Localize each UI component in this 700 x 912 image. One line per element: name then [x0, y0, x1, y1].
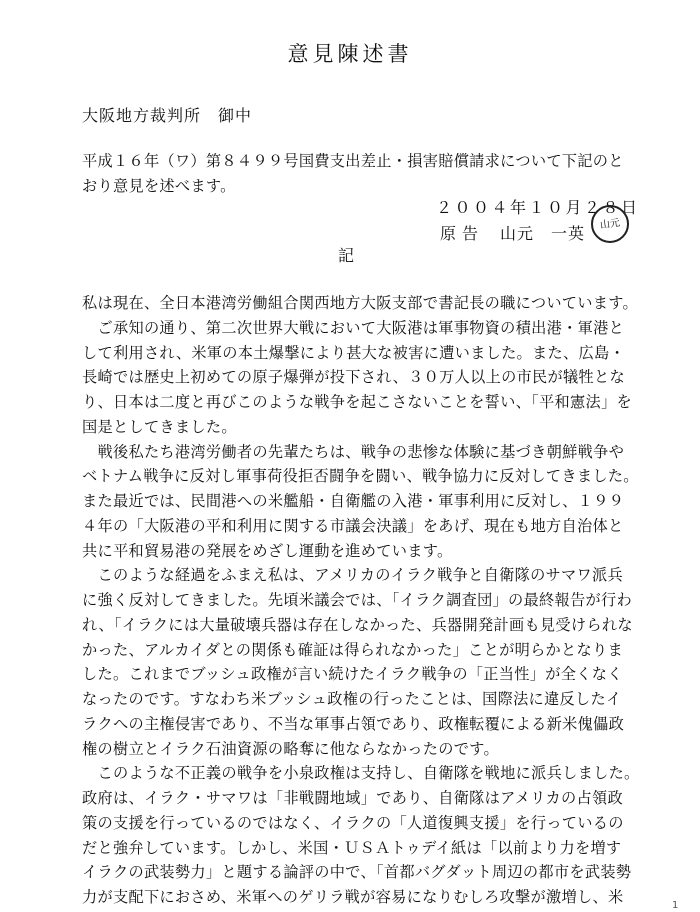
body-line: また最近では、民間港への米艦船・自衛艦の入港・軍事利用に反対し、１９９ — [82, 492, 625, 510]
body-line: ベトナム戦争に反対し軍事荷役拒否闘争を闘い、戦争協力に反対してきました。 — [82, 467, 639, 486]
body-line: 戦後私たち港湾労働者の先輩たちは、戦争の悲惨な体験に基づき朝鮮戦争や — [82, 442, 625, 461]
intro-line: 平成１６年（ワ）第８４９９号国費支出差止・損害賠償請求について下記のと — [82, 152, 624, 170]
seal-text: 山元 — [599, 217, 621, 231]
body-line: 長崎では歴史上初めての原子爆弾が投下され、３０万人以上の市民が犠牲とな — [82, 368, 625, 387]
body-line: かった、アルカイダとの関係も確証は得られなかった」ことが明らかとなりま — [82, 640, 623, 659]
body-line: して利用され、米軍の本土爆撃により甚大な被害に遭いました。また、広島・ — [82, 343, 625, 362]
body-line: このような経過をふまえ私は、アメリカのイラク戦争と自衛隊のサマワ派兵 — [82, 566, 623, 585]
intro-line: おり意見を述べます。 — [82, 177, 236, 195]
body-line: 共に平和貿易港の発展をめざし運動を進めています。 — [82, 541, 453, 560]
plaintiff-name: 山元 一英 — [500, 224, 586, 243]
ki-heading: 記 — [338, 246, 355, 265]
personal-seal — [591, 205, 629, 243]
body-line: れ、「イラクには大量破壊兵器は存在しなかった、兵器開発計画も見受けられな — [82, 615, 633, 634]
plaintiff-signature — [440, 221, 585, 244]
body-line: した。これまでブッシュ政権が言い続けたイラク戦争の「正当性」が全くなく — [82, 665, 623, 684]
body-line: に強く反対してきました。先頃米議会では、「イラク調査団」の最終報告が行わ — [82, 591, 632, 609]
body-line: なったのです。すなわち米ブッシュ政権の行ったことは、国際法に違反したイ — [82, 690, 622, 708]
document-title: 意見陳述書 — [287, 42, 413, 66]
body-line: 政府は、イラク・サマワは「非戦闘地域」であり、自衛隊はアメリカの占領政 — [82, 789, 623, 807]
addressee: 大阪地方裁判所 御中 — [82, 106, 253, 125]
body-line: ご承知の通り、第二次世界大戦において大阪港は軍事物資の積出港・軍港と — [82, 318, 625, 337]
body-line: 権の樹立とイラク石油資源の略奪に他ならなかったのです。 — [82, 739, 499, 758]
body-line: イラクの武装勢力」と題する論評の中で、「首都バグダット周辺の都市を武装勢 — [82, 863, 632, 882]
body-line: 国是としてきました。 — [82, 417, 237, 436]
body-line: ラクへの主権侵害であり、不当な軍事占領であり、政権転覆による新米傀儡政 — [82, 714, 625, 733]
body-line: ４年の「大阪港の平和利用に関する市議会決議」をあげ、現在も地方自治体と — [82, 516, 624, 535]
document-date: ２００４年１０月２８日 — [436, 198, 640, 217]
body-line: 力が支配下におさめ、米軍へのゲリラ戦が容易になりむしろ攻撃が激増し、米 — [82, 888, 624, 906]
edge-mark: 1 — [672, 900, 679, 911]
body-line: このような不正義の戦争を小泉政権は支持し、自衛隊を戦地に派兵しました。 — [82, 764, 640, 783]
plaintiff-role: 原告 — [440, 224, 485, 243]
body-line: だと強弁しています。しかし、米国・ＵＳＡトゥデイ紙は「以前より力を増す — [82, 838, 622, 857]
body-line: 策の支援を行っているのではなく、イラクの「人道復興支援」を行っているの — [82, 813, 624, 832]
body-line: り、日本は二度と再びこのような戦争を起こさないことを誓い、「平和憲法」を — [82, 393, 632, 411]
body-line: 私は現在、全日本港湾労働組合関西地方大阪支部で書記長の職についています。 — [82, 294, 639, 312]
